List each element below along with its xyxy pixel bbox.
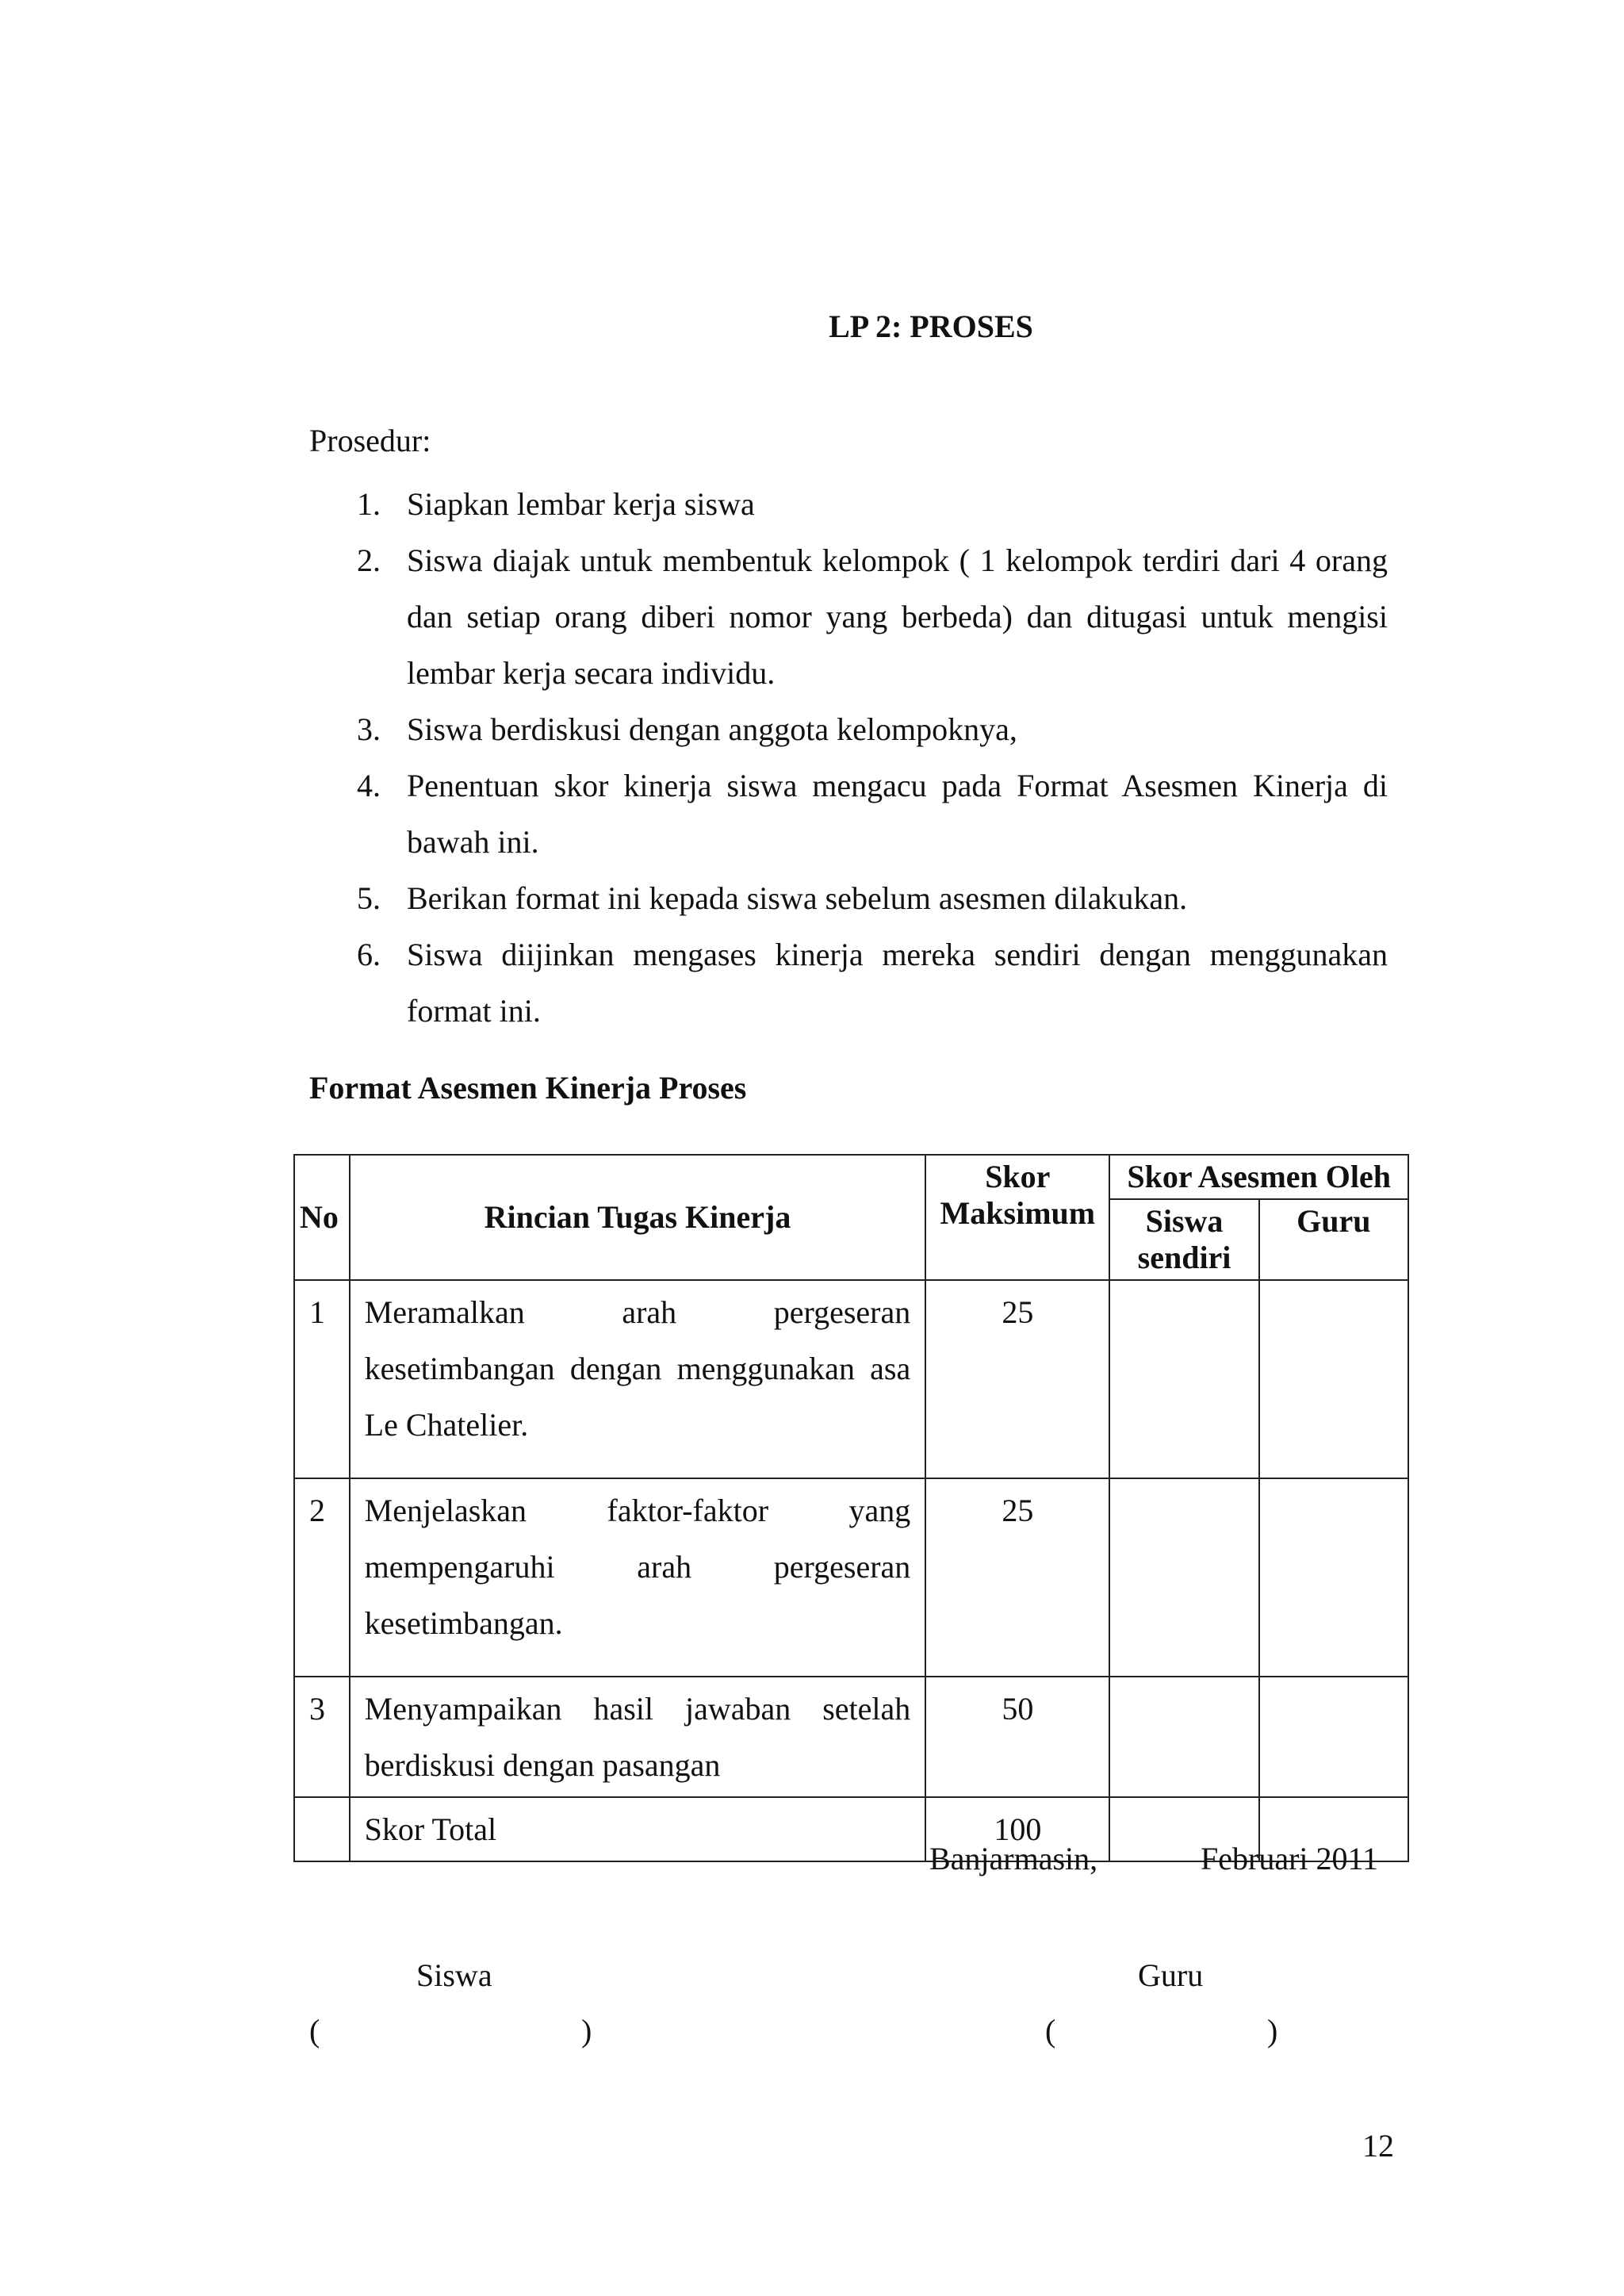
section-title: Format Asesmen Kinerja Proses: [309, 1070, 747, 1106]
table-row: [294, 1677, 1408, 1797]
row-rincian: Menjelaskan faktor-faktor yang mempengaruhi arah pergeseran kesetimbangan.: [350, 1478, 926, 1677]
header-rincian: Rincian Tugas Kinerja: [350, 1155, 926, 1280]
procedure-step: [357, 926, 1388, 1039]
header-siswa-sendiri: Siswa sendiri: [1109, 1199, 1258, 1280]
row-number: 1: [294, 1280, 350, 1478]
table-header-row: [294, 1155, 1408, 1199]
total-label: Skor Total: [350, 1797, 926, 1861]
total-value: 100: [925, 1797, 1109, 1861]
procedure-step: [357, 757, 1388, 870]
row-skor-guru[interactable]: [1259, 1478, 1408, 1677]
step-text: Penentuan skor kinerja siswa mengacu pada Format Asesmen Kinerja di bawah ini.: [407, 768, 1388, 860]
row-rincian: Meramalkan arah pergeseran kesetimbangan dengan menggunakan asa Le Chatelier.: [350, 1280, 926, 1478]
procedure-label: Prosedur:: [309, 423, 431, 458]
procedure-step: [357, 532, 1388, 701]
date: Februari 2011: [1201, 1841, 1379, 1876]
step-number: 5.: [357, 880, 381, 916]
signature-guru-open-paren: (: [1045, 2013, 1056, 2049]
step-text: Siapkan lembar kerja siswa: [407, 486, 755, 522]
assessment-table: [293, 1154, 1409, 1862]
procedure-list: [357, 476, 1388, 1039]
total-empty-cell: [294, 1797, 350, 1861]
step-number: 4.: [357, 768, 381, 803]
signature-siswa-open-paren: (: [309, 2013, 320, 2049]
page-number: 12: [1362, 2128, 1394, 2164]
table-row: [294, 1280, 1408, 1478]
row-skor-siswa[interactable]: [1109, 1280, 1258, 1478]
row-skor-guru[interactable]: [1259, 1677, 1408, 1797]
row-rincian: Menyampaikan hasil jawaban setelah berdiskusi dengan pasangan: [350, 1677, 926, 1797]
step-text: Siswa diajak untuk membentuk kelompok ( 1 kelompok terdiri dari 4 orang dan setiap orang diberi nomor yang berbeda) dan ditugasi untuk mengisi lembar kerja secara individu.: [407, 542, 1388, 691]
row-skor-maksimum: 25: [925, 1478, 1109, 1677]
signature-siswa-close-paren: ): [581, 2013, 592, 2049]
signature-guru-close-paren: ): [1267, 2013, 1278, 2049]
place-date: [929, 1840, 1379, 1877]
row-skor-maksimum: 50: [925, 1677, 1109, 1797]
procedure-step: [357, 476, 1388, 532]
row-skor-siswa[interactable]: [1109, 1478, 1258, 1677]
step-text: Siswa diijinkan mengases kinerja mereka sendiri dengan menggunakan format ini.: [407, 937, 1388, 1029]
procedure-step: [357, 870, 1388, 926]
row-number: 2: [294, 1478, 350, 1677]
step-number: 2.: [357, 542, 381, 578]
signature-guru-label: Guru: [1138, 1957, 1204, 1993]
signature-siswa-label: Siswa: [416, 1957, 492, 1993]
step-text: Berikan format ini kepada siswa sebelum asesmen dilakukan.: [407, 880, 1188, 916]
row-skor-siswa[interactable]: [1109, 1677, 1258, 1797]
step-text: Siswa berdiskusi dengan anggota kelompoknya,: [407, 711, 1017, 747]
step-number: 3.: [357, 711, 381, 747]
header-skor-asesmen: Skor Asesmen Oleh: [1109, 1155, 1408, 1199]
row-skor-guru[interactable]: [1259, 1280, 1408, 1478]
place: Banjarmasin,: [929, 1841, 1098, 1876]
header-guru: Guru: [1259, 1199, 1408, 1280]
page-title: LP 2: PROSES: [829, 309, 1033, 344]
step-number: 6.: [357, 937, 381, 972]
header-skor-maksimum: Skor Maksimum: [925, 1155, 1109, 1280]
procedure-step: [357, 701, 1388, 757]
step-number: 1.: [357, 486, 381, 522]
row-number: 3: [294, 1677, 350, 1797]
row-skor-maksimum: 25: [925, 1280, 1109, 1478]
header-no: No: [294, 1155, 350, 1280]
table-row: [294, 1478, 1408, 1677]
